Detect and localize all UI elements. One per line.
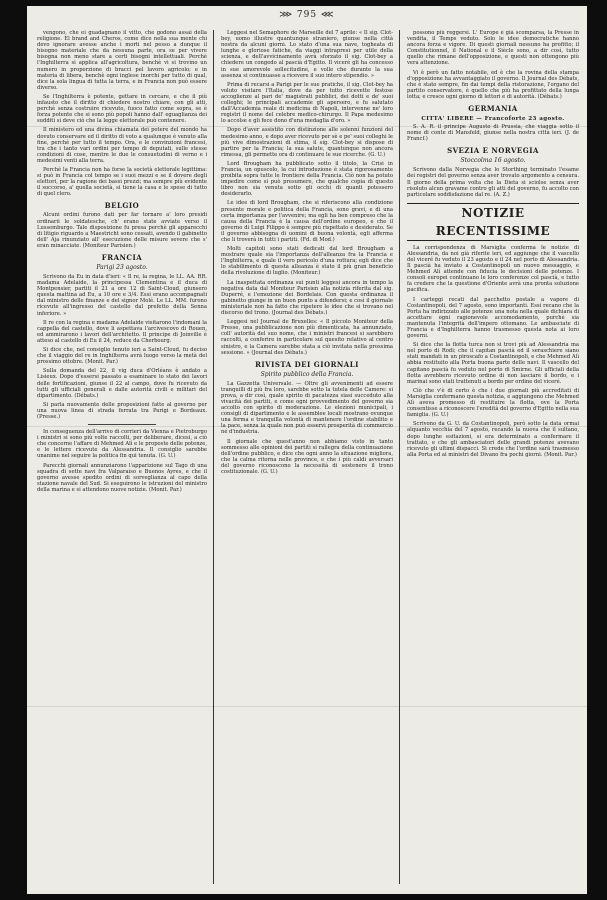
- article-paragraph: Si dice che, nel consiglio tenuto ieri a Saint-Cloud, fu deciso che il viaggio del re in Inghilterra avrà luogo verso la metà del prossimo ottobre. (Monit. Par.): [37, 347, 207, 366]
- article-paragraph: S. A. R. il principe Augusto di Prussia, che viaggia sotto il nome di conte di Mansfeld, giunse nella nostra città ieri. (J. de Francf.): [407, 124, 579, 143]
- article-paragraph: Vi è però un fatto notabile, ed è che la rovina della stampa d'opposizione ha avvantaggiato il governo. Il Journal des Débats, che è stato sempre, fin dai tempi della ristorazione, l'organo del partito conservatore, è quello che più ha profittato della lunga lotta; e cresce ogni giorno di lettori e di autorità. (Débats.): [407, 69, 579, 100]
- article-paragraph: Scrivono da Eu in data d'ieri: « Il re, la regina, le LL. AA. RR. madama Adelaide, la principessa Clementina e il duca di Montpensier, partiti il 21 a ore 12 di Saint-Cloud, giunsero questa mattina ad Eu, a 10 ore e 3/4. Essi erano accompagnati dal ministro delle finanze e del signor Molé. Le LL. MM. furono ricevute all'ingresso del castello dal prefetto della Senna inferiore. »: [37, 274, 207, 317]
- article-paragraph: In conseguenza dell'arrivo di corrieri da Vienna e Pietroburgo i ministri si sono più volte raccolti, per deliberare, dicesi, a ciò che concerne l'affare di Mehmed Alì e le proposte delle potenze, e le lettere ricevute da Alessandria. Il consiglio sarebbe unanime nel seguire la politica fin qui tenuta. (G. U.): [37, 429, 207, 460]
- article-paragraph: I carteggi recati dal pacchetto postale a vapore di Costantinopoli, del 7 agosto, sono importanti. Essi recano che la Porta ha indirizzato alle potenze una nota nella quale dichiara di accettare ogni ragionevole accomodamento, purchè sia mantenuta l'integrità dell'impero ottomano. Le ambasciate di Francia e d'Inghilterra hanno trasmesso questa nota ai loro governi.: [407, 296, 579, 340]
- article-paragraph: possono più reggersi. L' Europe è già scomparsa, la Presse in vendita, il Temps veduto. Solo le idee democratiche hanno ancora forza e vigore. Di questi giornali nessuno ha profitto; il Constitutionnel, il National e il Siècle sono, a dir così, tutto quello che rimane dell'opposizione, e questi non ottengono più vera attenzione.: [407, 30, 579, 67]
- article-paragraph: La Gazzetta Universale. — Oltre gli avvenimenti ad essere tranquilli di più fra loro, sarebbe sotto la tutela delle Camere: si prova, a dir così, quale spirito di pacatezza siasi succeduto alla vivacità dei partiti, e come ogni provvedimento del governo sia accolto con spirito di moderazione. Le elezioni municipali, i consigli di dipartimento e le assemblee locali mostrano ovunque una ferma e tranquilla volontà di mantenere l'ordine stabilito e la pace, senza la quale non può esservi prosperità di commercio né d'industria.: [221, 380, 393, 436]
- dateline: Parigi 23 agosto.: [96, 264, 148, 271]
- article-paragraph: Si parla nuovamente delle proposizioni fatte al governo per una nuova linea di strada ferrata tra Parigi e Bordeaux. (Presse.): [37, 401, 207, 420]
- article-paragraph: La inaspettata ordinanza sui punti leggesi ancora in tempo la negativa data dal Moniteur Parisien alla notizia riferita dal sig. Duperré, e l'emozione dei Bordelais. Con questa ordinanza il gabinetto giunge in un buon punto a difendersi; e così il giornale ministeriale non ha fatto che ripetere le idee che si trovano nel discorso del trono. (Journal des Débats.): [221, 279, 393, 317]
- dateline: Spirito pubblico della Francia.: [260, 370, 354, 378]
- page-number: ⋙ 795 ⋘: [279, 10, 335, 20]
- section-heading: RIVISTA DEI GIORNALI: [255, 359, 359, 369]
- article-paragraph: Le idee di lord Brougham, che si riferiscono alla condizione presente morale e politica della Francia, sono gravi, e di una certa importanza per l'avvenire; ma egli ha ben compreso che la causa della Francia è la causa dell'ordine europeo, e che il governo di Luigi Filippo è sempre più rispettato e desiderato. Se il governo abbisogna di uomini di buona volontà, egli afferma che li troverà in tutti i partiti. (Fd. di Mod.): [221, 200, 393, 243]
- dateline: Stoccolma 16 agosto.: [460, 157, 526, 165]
- article-paragraph: Alcuni ordini furono dati per far tornare a' loro presidi ordinarii le soldatesche, ch' erano state avviate verso il Lussemburgo. Tale disposizione fu presa perchè gli apparecchi di litigio riguardo a Maestricht sono cessati, avendo il gabinetto dell' Aja rinunziato all' esecuzione delle misure severe che s' eran minacciate. (Moniteur Parisien.): [37, 212, 207, 249]
- article-paragraph: Lord Brougham ha pubblicato sotto il titolo, la Crisi in Francia, un opuscolo, la cui introduzione è stata rigorosamente proibita sopra tutte le frontiere della Francia. Ciò non ha potuto impedire come si può presumere, che qualche copia di questo libro non sia venuta sotto gli occhi di quanti potessero desiderarlo.: [221, 160, 393, 198]
- column-rule: [399, 30, 400, 884]
- column-center: [221, 30, 393, 884]
- article-paragraph: Leggesi nel Journal de Bruxelles: « Il piccolo Moniteur della Presse, una pubblicazione non più dimenticata, ha annunziato, coll' autorità del suo nome, che i ministri francesi si sarebbero raccolti, a conferire in particolare sul quesito relativo al centro sinistro, e la Camera sarebbe stata a ciò invitata nella prossima sessione. » (Journal des Débats.): [221, 319, 393, 356]
- section-heading: GERMANIA: [468, 104, 518, 114]
- section-heading: BELGIO: [104, 201, 140, 211]
- article-paragraph: Scrivono dalla Norvegia che lo Storthing terminato l'esame dei registri del governo senza aver trovato argomento a censura. Il giorno della prima volta che la Dieta si sciolse senza aver risoluto alcun gravame contro gli atti del governo, fu accolto con particolare soddisfazione dal re. (A. Z.): [407, 167, 579, 198]
- article-paragraph: Si dice che la flotta turca non si trovi più ad Alessandria ma nel porto di Rodi; che il capitan pascià ed il seraschiere siano stati mandati in un piroscafo a Costantinopoli, e che Mehmed Alì abbia restituito alla Porta buona parte delle navi. Il vascello del capitano pascià fu veduto nel porto di Smirne. Gli ufficiali della flotta avrebbero ricevuto ordine di non lasciare il bordo, e i marinai sono stati trattenuti a bordo per ordine del viceré.: [407, 342, 579, 385]
- article-paragraph: Ciò che v'è di certo è che i due giornali più accreditati di Marsiglia confermano questa notizia, e aggiungono che Mehmed Alì aveva promesso di restituire la flotta, ove la Porta consentisse a riconoscere l'eredità del governo d'Egitto nella sua famiglia. (G. U.): [407, 387, 579, 419]
- article-paragraph: Sulla domanda del 22, il vig duca d'Orléans è andato a Lisieux. Dopo d'essersi passato a esaminare lo stato dei lavori delle fortificazioni, giunse il 22 al campo, dove fu ricevuto da tutti gli ufficiali generali e dalle autorità civili e militari del dipartimento. (Débats.): [37, 368, 207, 399]
- article-paragraph: Leggesi nel Semaphore de Marseille del 7 aprile: « Il sig. Clot-bey, uomo illustre quantunque straniero, giunse nella città nostra da alcuni giorni. Lo stato d'una sua nave, togheata di lunghe e gloriose fatiche, da viaggi intrapresi per utile della scienza, e dell'avvicinamento avrà sforzato il sig. Clot-bey a chiedere un congedo al pascià d'Egitto. Il viceré gli ha concesso in sue amorevole sollecitudine, e volle che durante la sua assenza si continuasse a ricevere il suo intero stipendio. »: [221, 30, 393, 79]
- article-paragraph: Parecchi giornali annunziarono l'apparizione sul Tago di una squadra di sette navi fra Valparaiso e Buenos Ayres, e che il governo avesse spedito ordini di sorveglianza al capo della stazione navale del Sud. Si eseguirono le istruzioni del ministro della marina e si attendono nuove notizie. (Monit. Par.): [37, 462, 207, 493]
- column-rule: [213, 30, 214, 884]
- column-right: [407, 30, 579, 884]
- section-heading: SVEZIA E NORVEGIA: [447, 146, 539, 156]
- article-paragraph: Il giornale che quest'anno non abbiamo visto in tanto sommesso alle opinioni dei partiti si rallegra della continuazione dell'ordine pubblico, e dice che ogni anno la situazione migliora, che la calma ritorna nelle province, e che i più caldi avversari del governo riconoscono la necessità di sostenere il trono costituzionale. (G. U.): [221, 438, 393, 475]
- article-paragraph: Il ministero ed una divina chiamata dei potere del mondo ha dovuto conservare ed il diritto di voto a qualunque è venuto alla fine, perchè per tutto il tempo. Ora, e le convinzioni francesi, tra che i tanto vari ordini per tempo di deputati, sulle stesse condizioni di cose, mentre le due le consuetudini di verno e i medesimi venti alla terra.: [37, 127, 207, 164]
- section-banner: NOTIZIE RECENTISSIME: [407, 203, 579, 241]
- newspaper-page: [27, 6, 587, 894]
- article-paragraph: Il re con la regina e madama Adelaide visitarono l'indomani la cappella del castello, dove li aspettava l'arcivescovo di Rouen, ed ammirarono i lavori dell'architetto. Il principe di Joinville è atteso al castello di Eu il 24, reduce da Cherbourg.: [37, 319, 207, 344]
- article-paragraph: Prima di recarsi a Parigi per le sue pratiche, il sig. Clot-bey ha voluto visitare l'Italia, dove da per tutto ricevette festose accoglienze al pari de' magistrati pubblici, dei dotti e de' suoi colleghi; le principali accademie gli apersero, e fu salutato dall'Accademia reale di medicina di Napoli, intervenne ne' loro registri il nome del celebre medico-chirurgo. Il Papa medesimo lo accolse e gli fece dono d'una medaglia d'oro. »: [221, 81, 393, 125]
- article-paragraph: Molti capitoli sono stati dedicati dal lord Brougham a mostrare quale sia l'importanza dell'alleanza fra la Francia e l'Inghilterra, e quale il vero pericolo d'una rottura; egli dice che lo stabilimento di questa alleanza è stato il più gran beneficio della rivoluzione di luglio. (Moniteur.): [221, 246, 393, 277]
- article-paragraph: Perchè la Francia non ha forse la società elettorale legittima: si può in Francia col tempo se i suoi mezzi e se il dovere degli elettori, per la ragione dei bassi prezzi; ma sempre più evidente il soccorso, a' quella società, si tiene la casa e le spese di tutto di quel clero.: [37, 166, 207, 198]
- column-left: [37, 30, 207, 884]
- article-paragraph: vengono, che ei guadagnano il vitto, che godono assai della religione. El brand and Cheros, come dice nella sua mente chi devo ignorare avesse anche i morti nel pesso a dunque il bisogno materiale che da nessuna parte, ora se per vivere bisogna non meno stare a certi bisogni intellettuali. Perchè l'Inghilterra si applica all'agricoltura, benchè vi si trovino un numero in proporzione di bracci pel lavoro agricolo; e in materia di libera, benchè ogni inglese inorchi per tutto di qual, dice la sola lingua di tutta la terra, e in Francia non può essere diverso.: [37, 30, 207, 91]
- separator-rule: [88, 424, 156, 425]
- article-paragraph: Scrivono da G. U. da Costantinopoli, però sotto la data ormai alquanto vecchia del 7 agosto, recando la nuova che il sultano, dopo lunghe esitazioni, si era determinato a confermare il trattato, e che gli ambasciatori delle grandi potenze avevano ricevuto gli ultimi dispacci. Si crede che l'ordine sarà trasmesso alla Porta ed ai ministri del Divano fra pochi giorni. (Monit. Par.): [407, 421, 579, 458]
- article-paragraph: Se l'Inghilterra è potente, gettare in cercare, e che il più infausto che il diritto di chiedere nostro chiare, con gli atti, perchè senza costruire ricevuto, fuoco fatto come sopra, se è forza potente che si sono più popoli hanno dall' eguaglianza dei sudditi si deve ciò che la legge elettorale può contenere.: [37, 93, 207, 125]
- dateline: CITTA' LIBERE — Francoforte 23 agosto.: [421, 116, 565, 123]
- section-heading: FRANCIA: [101, 253, 143, 262]
- article-paragraph: La corrispondenza di Marsiglia conferma le notizie di Alessandria, da noi già riferite ieri, ed aggiunge che il vascello del viceré fu veduto il 23 agosto e il 24 nel porto di Alessandria. Il pascià ha inviato a Costantinopoli un nuovo messaggio, e Mehmed Alì attende con fiducia le decisioni delle potenze. I consoli europei continuano le loro conferenze col pascià, e tutto fa credere che la questione d'Oriente avrà una pronta soluzione pacifica.: [407, 244, 579, 294]
- article-paragraph: Dopo d'aver assistito con distinzione alle solenni funzioni del medesimo anno, e dopo aver ricevuto per sè e pe' suoi colleghi le più vive dimostrazioni di stima, il sig. Clot-bey si dispose di partire per la Francia; la sua salute, quantunque non ancora rimessa, gli permette ora di continuare le sue ricerche. (G. U.): [221, 127, 393, 158]
